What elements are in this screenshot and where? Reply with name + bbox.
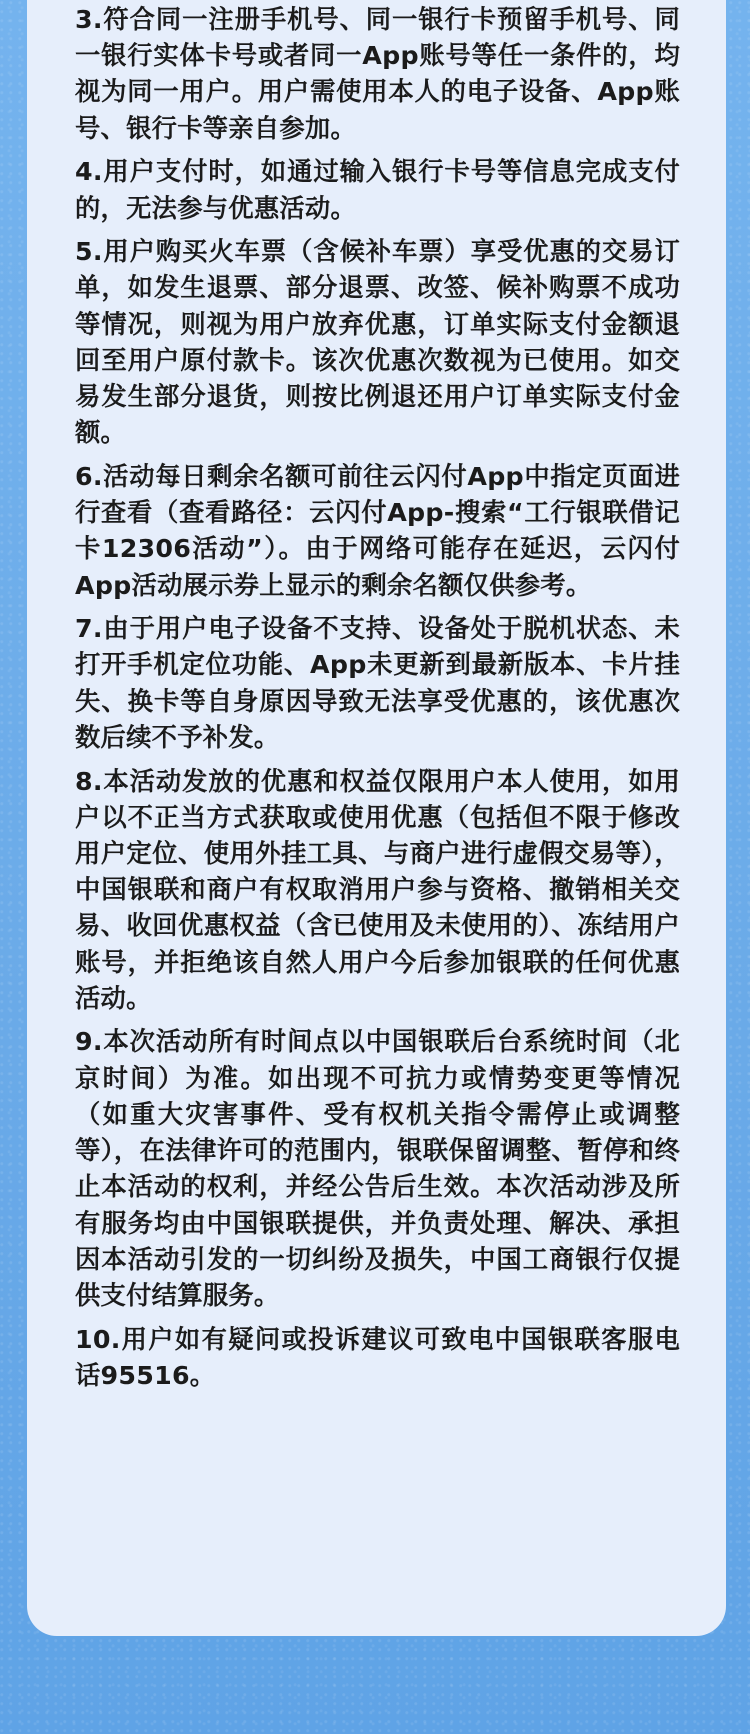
rules-panel: [27, 0, 726, 1636]
rule-item-4: 4.用户支付时，如通过输入银行卡号等信息完成支付的，无法参与优惠活动。: [75, 157, 680, 223]
rule-item-9: 9.本次活动所有时间点以中国银联后台系统时间（北京时间）为准。如出现不可抗力或情势变更等情况（如重大灾害事件、受有权机关指令需停止或调整等），在法律许可的范围内，银联保留调整、暂停和终止本活动的权利，并经公告后生效。本次活动涉及所有服务均由中国银联提供，并负责处理、解决、承担因本活动引发的一切纠纷及损失，中国工商银行仅提供支付结算服务。: [75, 1027, 680, 1310]
rule-item-6: 6.活动每日剩余名额可前往云闪付App中指定页面进行查看（查看路径：云闪付App-搜索“工行银联借记卡12306活动”）。由于网络可能存在延迟，云闪付App活动展示券上显示的剩余名额仅供参考。: [75, 461, 680, 600]
rule-item-5: 5.用户购买火车票（含候补车票）享受优惠的交易订单，如发生退票、部分退票、改签、候补购票不成功等情况，则视为用户放弃优惠，订单实际支付金额退回至用户原付款卡。该次优惠次数视为已使用。如交易发生部分退货，则按比例退还用户订单实际支付金额。: [75, 237, 680, 448]
rule-item-8: 8.本活动发放的优惠和权益仅限用户本人使用，如用户以不正当方式获取或使用优惠（包括但不限于修改用户定位、使用外挂工具、与商户进行虚假交易等），中国银联和商户有权取消用户参与资格、撤销相关交易、收回优惠权益（含已使用及未使用的）、冻结用户账号，并拒绝该自然人用户今后参加银联的任何优惠活动。: [75, 766, 680, 1013]
rule-item-7: 7.由于用户电子设备不支持、设备处于脱机状态、未打开手机定位功能、App未更新到最新版本、卡片挂失、换卡等自身原因导致无法享受优惠的，该优惠次数后续不予补发。: [75, 614, 680, 752]
rule-item-3: 3.符合同一注册手机号、同一银行卡预留手机号、同一银行实体卡号或者同一App账号等任一条件的，均视为同一用户。用户需使用本人的电子设备、App账号、银行卡等亲自参加。: [75, 5, 680, 143]
rule-item-10: 10.用户如有疑问或投诉建议可致电中国银联客服电话95516。: [75, 1324, 680, 1390]
